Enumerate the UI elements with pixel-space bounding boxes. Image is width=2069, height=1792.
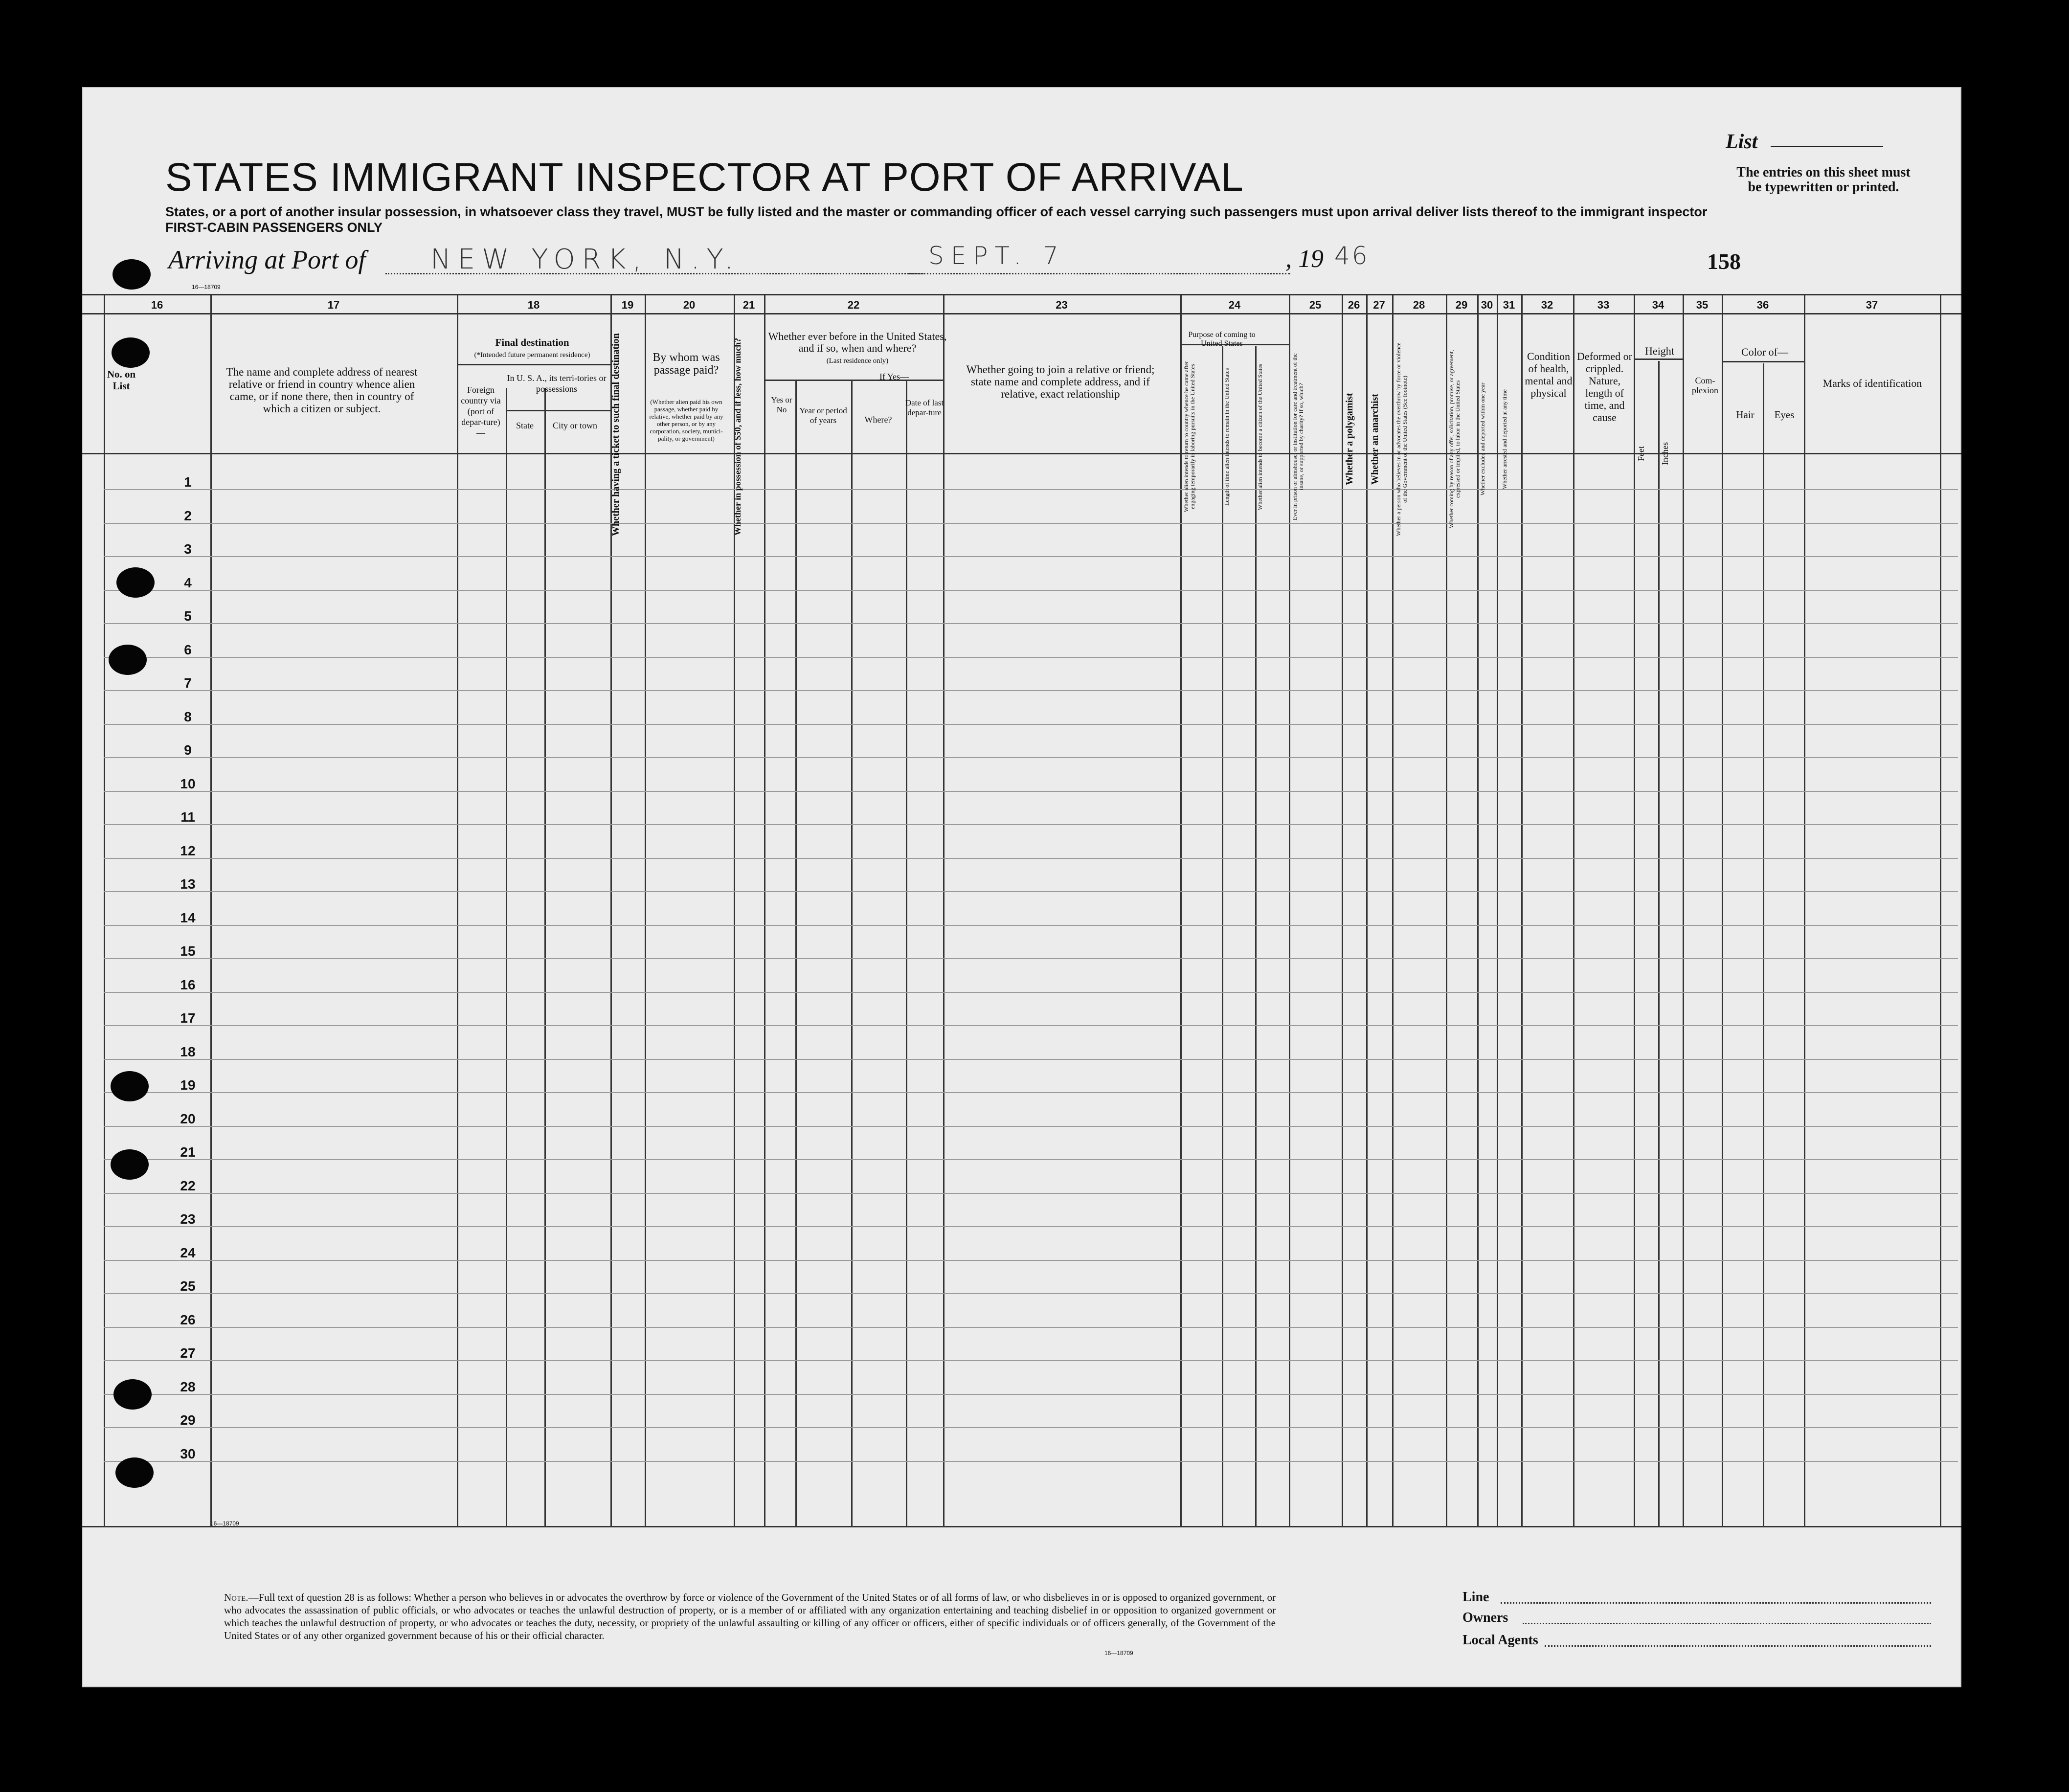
- sub-column-rule: [906, 381, 907, 1526]
- col28-header: Whether a person who believes in or advocates the overthrow by force or violence of the Government of the United States (See footnote): [1395, 342, 1408, 536]
- column-rule: [1573, 294, 1574, 1526]
- row-number: 18: [180, 1044, 196, 1059]
- page-title: STATES IMMIGRANT INSPECTOR AT PORT OF ARRIVAL: [165, 155, 1244, 200]
- form-code-table: 16—18709: [210, 1520, 239, 1527]
- column-number: 25: [1309, 299, 1322, 311]
- column-number: 27: [1373, 299, 1385, 311]
- subtitle-line1: States, or a port of another insular possession, in whatsoever class they travel, MUST be fully listed and the master or commanding officer of each vessel carrying such passengers must upon arrival deliver lists thereof to the immigrant inspector: [165, 204, 1708, 219]
- column-rule: [210, 294, 212, 1526]
- line-field: [1501, 1602, 1931, 1604]
- col36-title: Color of—: [1741, 346, 1788, 358]
- col16-header: No. on List: [107, 368, 136, 392]
- sheet-number: 158: [1707, 249, 1741, 274]
- row-rule: [104, 1126, 1958, 1127]
- row-rule: [104, 590, 1958, 591]
- row-number: 22: [180, 1178, 196, 1193]
- col22-title: Whether ever before in the United States, and if so, when and where?: [768, 330, 947, 354]
- col23-header: Whether going to join a relative or friend; state name and complete address, and if relative, exact relationship: [966, 363, 1155, 400]
- column-number: 37: [1866, 299, 1878, 311]
- col34-inches: Inches: [1660, 442, 1670, 466]
- row-rule: [104, 1394, 1958, 1395]
- row-rule: [104, 757, 1958, 758]
- col18-city: City or town: [552, 421, 597, 430]
- col26-header: Whether a polygamist: [1344, 393, 1355, 486]
- row-number: 1: [184, 474, 192, 490]
- row-rule: [104, 1092, 1958, 1093]
- column-number: 22: [847, 299, 860, 311]
- row-number: 11: [180, 809, 195, 825]
- note-label: Note.: [224, 1591, 248, 1603]
- col25-header: Ever in prison or almshouse, or institution for care and treatment of the insane, or supported by charity? If so, which?: [1291, 353, 1304, 520]
- row-rule: [104, 523, 1958, 524]
- row-rule: [104, 657, 1958, 658]
- row-number: 8: [184, 709, 192, 724]
- date-value: SEPT. 7: [928, 242, 1065, 270]
- subtitle-line2: FIRST-CABIN PASSENGERS ONLY: [165, 220, 383, 235]
- col18-state: State: [516, 421, 534, 430]
- sub-column-rule: [795, 381, 797, 1526]
- note-code: 16—18709: [1104, 1650, 1133, 1657]
- col31-header: Whether arrested and deported at any time: [1501, 389, 1508, 489]
- row-rule: [104, 858, 1958, 859]
- row-rule: [104, 489, 1958, 490]
- column-rule: [1634, 294, 1635, 1526]
- column-number: 23: [1056, 299, 1068, 311]
- col18-title: Final destination: [495, 336, 569, 348]
- header-bottom-rule: [82, 453, 1961, 454]
- line-label: Line: [1462, 1590, 1489, 1605]
- col18-note: (*Intended future permanent residence): [474, 351, 590, 359]
- form-code-top: 16—18709: [192, 284, 221, 291]
- col22-note: (Last residence only): [826, 357, 889, 365]
- column-rule: [1804, 294, 1805, 1526]
- row-number: 10: [180, 776, 196, 791]
- col33-header: Deformed or crippled. Nature, length of time, and cause: [1576, 350, 1632, 424]
- row-rule: [104, 1427, 1958, 1428]
- column-number: 24: [1228, 299, 1241, 311]
- row-rule: [104, 1025, 1958, 1026]
- column-number: 20: [683, 299, 696, 311]
- column-number-rule: [82, 313, 1961, 314]
- punch-hole: [112, 337, 150, 368]
- punch-hole: [111, 1149, 149, 1180]
- row-number: 14: [180, 910, 196, 925]
- row-number: 4: [184, 575, 192, 590]
- column-rule: [645, 294, 646, 1526]
- column-rule: [457, 294, 458, 1526]
- row-number: 28: [180, 1379, 196, 1394]
- row-number: 16: [180, 977, 196, 992]
- col24-title: Purpose of coming to United States: [1188, 331, 1256, 348]
- col22-date: Date of last depar-ture: [905, 398, 944, 417]
- row-number: 7: [184, 675, 192, 691]
- row-rule: [104, 690, 1958, 691]
- row-number: 9: [184, 742, 192, 758]
- punch-hole: [112, 259, 151, 290]
- col22-where: Where?: [864, 415, 892, 425]
- col34-feet: Feet: [1636, 446, 1646, 462]
- col17-header: The name and complete address of nearest relative or friend in country whence alien came, or if none there, then in country of which a citizen or subject.: [226, 366, 418, 415]
- col18-usa: In U. S. A., its terri-tories or possessions: [507, 373, 607, 394]
- sub-column-rule: [1658, 361, 1660, 1526]
- entries-note-line1: The entries on this sheet must: [1736, 165, 1911, 180]
- row-number: 17: [180, 1010, 196, 1026]
- col24-c: Whether alien intends to become a citizen of the United States: [1257, 363, 1263, 510]
- column-number: 31: [1503, 299, 1515, 311]
- punch-hole: [115, 1457, 154, 1488]
- row-rule: [104, 824, 1958, 825]
- row-rule: [104, 1193, 1958, 1194]
- sub-header-rule: [1634, 358, 1683, 360]
- row-number: 29: [180, 1412, 196, 1428]
- entries-note-line2: be typewritten or printed.: [1748, 179, 1899, 195]
- col36-eyes: Eyes: [1774, 409, 1795, 421]
- row-rule: [104, 724, 1958, 725]
- column-number: 36: [1756, 299, 1769, 311]
- column-rule: [1392, 294, 1394, 1526]
- col20-title: By whom was passage paid?: [652, 351, 720, 377]
- row-number: 2: [184, 508, 192, 523]
- table-top-rule: [82, 294, 1961, 295]
- row-rule: [104, 1293, 1958, 1294]
- sub-column-rule: [506, 388, 507, 1526]
- manifest-table: [82, 87, 1961, 1687]
- row-number: 27: [180, 1345, 196, 1361]
- row-rule: [104, 958, 1958, 959]
- col24-b: Length of time alien intends to remain in the United States: [1223, 368, 1230, 506]
- year-prefix: , 19: [1285, 245, 1324, 273]
- column-number: 28: [1413, 299, 1425, 311]
- column-rule: [943, 294, 945, 1526]
- sub-header-rule: [506, 410, 610, 411]
- row-rule: [104, 891, 1958, 892]
- row-number: 30: [180, 1446, 196, 1461]
- column-number: 34: [1652, 299, 1664, 311]
- column-rule: [104, 294, 105, 1526]
- row-number: 20: [180, 1111, 196, 1126]
- row-rule: [104, 1226, 1958, 1227]
- col24-a: Whether alien intends to return to country whence he came after engaging temporarily in laboring pursuits in the United States: [1183, 361, 1196, 513]
- owners-field: [1523, 1623, 1931, 1624]
- col20-note: (Whether alien paid his own passage, whether paid by relative, whether paid by any other person, or by any corporation, society, munici-pality, or government): [649, 398, 723, 442]
- punch-hole: [109, 645, 147, 675]
- column-number: 32: [1541, 299, 1553, 311]
- row-number: 6: [184, 642, 192, 657]
- row-rule: [104, 791, 1958, 792]
- punch-hole: [113, 1379, 152, 1410]
- row-rule: [104, 1461, 1958, 1462]
- column-number: 29: [1455, 299, 1468, 311]
- column-number: 18: [527, 299, 540, 311]
- sub-header-rule: [457, 364, 610, 365]
- column-number: 17: [327, 299, 340, 311]
- column-rule: [764, 294, 765, 1526]
- row-rule: [104, 1059, 1958, 1060]
- row-number: 15: [180, 943, 196, 959]
- punch-hole: [116, 567, 155, 598]
- column-number: 33: [1597, 299, 1610, 311]
- column-number: 35: [1696, 299, 1709, 311]
- sub-header-rule: [1722, 361, 1804, 362]
- row-number: 26: [180, 1312, 196, 1327]
- sub-column-rule: [544, 388, 546, 1526]
- row-rule: [104, 1360, 1958, 1361]
- column-number: 26: [1348, 299, 1360, 311]
- col35-header: Com-plexion: [1692, 376, 1718, 395]
- col32-header: Condition of health, mental and physical: [1525, 350, 1573, 399]
- row-number: 24: [180, 1245, 196, 1260]
- row-rule: [104, 556, 1958, 557]
- column-rule: [1446, 294, 1447, 1526]
- column-rule: [1366, 294, 1368, 1526]
- row-number: 3: [184, 541, 192, 557]
- row-rule: [104, 1327, 1958, 1328]
- row-number: 12: [180, 843, 196, 858]
- column-rule: [1722, 294, 1723, 1526]
- row-number: 19: [180, 1077, 196, 1093]
- col29-header: Whether coming by reason of any offer, solicitation, promise, or agreement, expressed or implied, to labor in the United States: [1448, 350, 1461, 529]
- footnote: [224, 1591, 1276, 1642]
- sub-column-rule: [1763, 363, 1764, 1526]
- row-rule: [104, 925, 1958, 926]
- col36-hair: Hair: [1736, 409, 1754, 421]
- column-number: 21: [742, 299, 755, 311]
- col30-header: Whether excluded and deported within one year: [1479, 382, 1486, 496]
- column-number: 30: [1481, 299, 1493, 311]
- row-number: 23: [180, 1211, 196, 1227]
- owners-label: Owners: [1462, 1610, 1508, 1625]
- row-number: 13: [180, 876, 196, 892]
- manifest-sheet: [82, 87, 1961, 1687]
- row-number: 5: [184, 608, 192, 624]
- column-rule: [1521, 294, 1523, 1526]
- row-number: 25: [180, 1278, 196, 1294]
- year-value: 46: [1334, 242, 1370, 270]
- col22-yesno: Yes or No: [771, 395, 792, 414]
- sub-column-rule: [851, 381, 853, 1526]
- agents-field: [1545, 1645, 1931, 1647]
- col22-ifyes: If Yes—: [879, 372, 909, 381]
- column-number: 16: [151, 299, 163, 311]
- port-value: NEW YORK, N.Y.: [430, 244, 741, 275]
- column-number: 19: [621, 299, 634, 311]
- col34-title: Height: [1645, 345, 1674, 357]
- column-rule: [1289, 294, 1290, 1526]
- column-rule: [1342, 294, 1343, 1526]
- table-bottom-rule: [82, 1526, 1961, 1527]
- column-rule: [1683, 294, 1684, 1526]
- column-rule: [1180, 294, 1182, 1526]
- list-label: List: [1726, 131, 1758, 153]
- arriving-label: Arriving at Port of: [168, 245, 366, 274]
- row-rule: [104, 1260, 1958, 1261]
- row-rule: [104, 623, 1958, 624]
- agents-label: Local Agents: [1462, 1633, 1538, 1648]
- col19-header: Whether having a ticket to such final destination: [610, 333, 621, 537]
- col22-year: Year or period of years: [799, 406, 847, 425]
- note-text: —Full text of question 28 is as follows: Whether a person who believes in or advocates the overthrow by force or violence of the Government of the United States or of all forms of law, or who disbelieves in or is opposed to organized government, or who advocates the assassination of public officials, or who advocates or teaches the unlawful destruction of property, or is a member of or affiliated with any organization entertaining and teaching disbelief in or opposition to organized government or which teaches the unlawful destruction of property, or who advocates or teaches the duty, necessity, or propriety of the unlawful assaulting or killing of any officer or officers, either of specific individuals or of officers generally, of the Government of the United States or of any other organized government because of his or their official character.: [224, 1591, 1276, 1641]
- col21-header: Whether in possession of $50, and if less, how much?: [733, 337, 742, 536]
- col37-header: Marks of identification: [1822, 377, 1922, 389]
- punch-hole: [111, 1071, 149, 1101]
- col18-foreign: Foreign country via (port of depar-ture)—: [461, 385, 501, 438]
- col27-header: Whether an anarchist: [1370, 394, 1380, 485]
- column-rule: [1940, 294, 1941, 1526]
- row-rule: [104, 1159, 1958, 1160]
- row-rule: [104, 992, 1958, 993]
- row-number: 21: [180, 1144, 196, 1160]
